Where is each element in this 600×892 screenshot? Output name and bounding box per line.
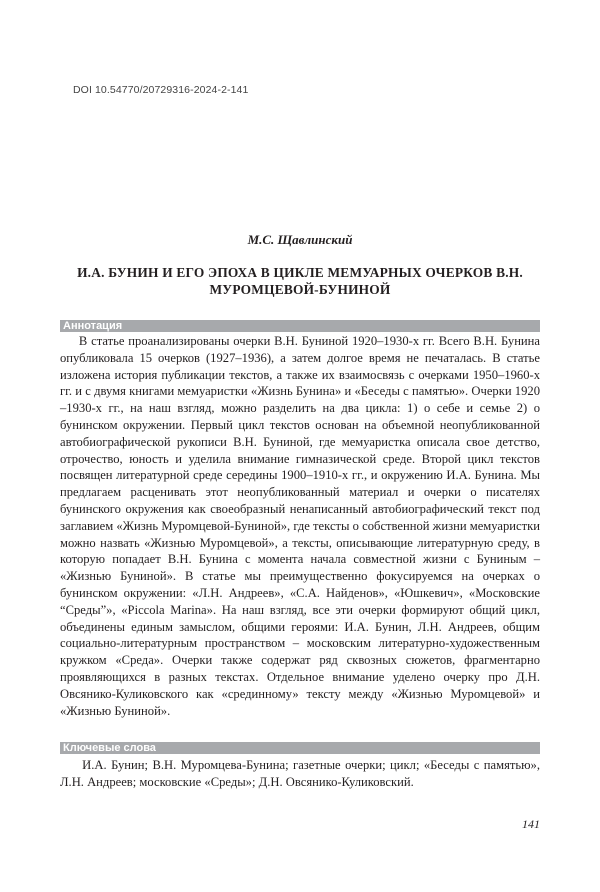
- page-number: 141: [522, 817, 540, 832]
- doi-line: DOI 10.54770/20729316-2024-2-141: [73, 84, 248, 96]
- annotation-heading: Аннотация: [60, 320, 540, 332]
- author-name: М.С. Щавлинский: [0, 232, 600, 248]
- annotation-text: В статье проанализированы очерки В.Н. Буниной 1920–1930-х гг. Все­го В.Н. Бунина опубликовала 15 очерков (1927–1936), а затем долгое вре­мя не печаталась. В статье изложена история публикации текстов, а также их взаимосвязь с очерками 1950–1960-х гг. и с двумя книгами мемуаристки «Жизнь Бунина» и «Беседы с памятью». Очерки 1920 –1930-х гг., на наш взгляд, можно разделить на два цикла: 1) о себе и семье 2) о бунинском окружении. Первый цикл текстов основан на объемной неопубликованной автобиографической рукописи В.Н. Буниной, где мемуаристка описала свое детство, отрочество, юность и уделила внимание гимназической среде. Второй цикл текстов посвящен литературной среде середины 1900–1910-х гг., и окружению И.А. Бунина. Мы предлагаем расценивать этот неопу­бликованный материал и очерки о писателях бунинского окружения как своеобразный ненаписанный автобиографический текст под заглавием «Жизнь Муромцевой-Буниной», где тексты о собственной жизни мему­аристки можно назвать «Жизнью Муромцевой», а тексты, описывающие литературную среду, в которую попадает В.Н. Бунина с момента начала совместной жизни с Буниным – «Жизнью Буниной». В статье мы преиму­щественно фокусируемся на очерках о бунинском окружении: «Л.Н. Ан­дреев», «С.А. Найденов», «Юшкевич», «Московские “Среды”», «Piccola Marina». На наш взгляд, все эти очерки формируют общий цикл, объедине­ны единым замыслом, общими героями: И.А. Бунин, Л.Н. Андреев, общим социально-литературным пространством – московским литературно-худо­жественным кружком «Среда». Очерки также содержат ряд сквозных сю­жетов, фрагментарно проявляющихся в разных текстах. Отдельное внима­ние уделено очерку про Д.Н. Овсянико-Куликовского как «срединному» тексту между «Жизнью Муромцевой» и «Жизнью Буниной».: [60, 333, 540, 719]
- keywords-text: И.А. Бунин; В.Н. Муромцева-Бунина; газетные очерки; цикл; «Беседы с памятью», Л.Н. Андреев; московские «Среды»; Д.Н. Овсянико-Куликовский.: [60, 757, 540, 791]
- article-title: И.А. БУНИН И ЕГО ЭПОХА В ЦИКЛЕ МЕМУАРНЫХ ОЧЕРКОВ В.Н. МУРОМЦЕВОЙ-БУНИНОЙ: [60, 264, 540, 298]
- keywords-heading: Ключевые слова: [60, 742, 540, 754]
